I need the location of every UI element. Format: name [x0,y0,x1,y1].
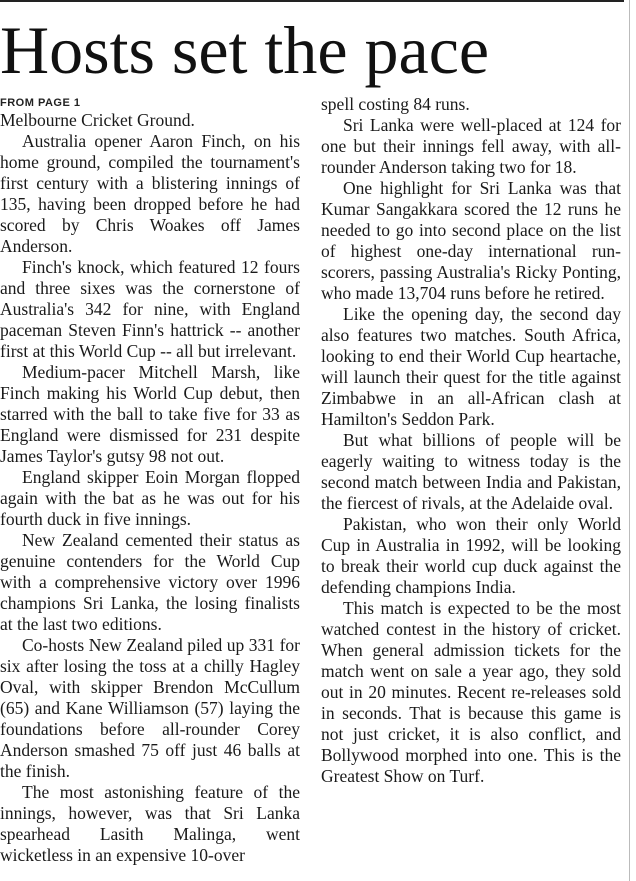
paragraph: Medium-pacer Mitchell Marsh, like Finch making his World Cup debut, then starred with the ball to take five for 33 as England were dismissed for 231 despite James Taylor's gutsy 98 not out. [0,362,300,466]
column-edge-rule [629,0,630,881]
paragraph: This match is expected to be the most watched contest in the history of cricket. When general admission tickets for the match went on sale a year ago, they sold out in 20 minutes. Recent re-releases sold in seconds. That is because this game is not just cricket, it is also conflict, and Bollywood morphed into one. This is the Greatest Show on Turf. [321,598,621,786]
paragraph: But what billions of people will be eagerly waiting to witness today is the second match between India and Pakistan, the fiercest of rivals, at the Adelaide oval. [321,430,621,513]
paragraph: Melbourne Cricket Ground. [0,110,195,130]
paragraph: Australia opener Aaron Finch, on his home ground, compiled the tournament's first century with a blistering innings of 135, having been dropped before he had scored by Chris Woakes off James Anderson. [0,131,300,256]
headline: Hosts set the pace [0,12,490,88]
paragraph: spell costing 84 runs. [321,94,470,114]
right-column [321,94,621,881]
paragraph: Finch's knock, which featured 12 fours and three sixes was the cornerstone of Australia's 342 for nine, with England paceman Steven Finn's hattrick -- another first at this World Cup -- all but irrelevant. [0,257,300,361]
left-column [0,94,300,881]
paragraph: New Zealand cemented their status as genuine contenders for the World Cup with a comprehensive victory over 1996 champions Sri Lanka, the losing finalists at the last two editions. [0,530,300,634]
kicker: FROM PAGE 1 [0,97,81,109]
paragraph: One highlight for Sri Lanka was that Kumar Sangakkara scored the 12 runs he needed to go into second place on the list of highest one-day international run-scorers, passing Australia's Ricky Ponting, who made 13,704 runs before he retired. [321,178,621,303]
paragraph: Like the opening day, the second day also features two matches. South Africa, looking to end their World Cup heartache, will launch their quest for the title against Zimbabwe in an all-African clash at Hamilton's Seddon Park. [321,304,621,429]
paragraph: Sri Lanka were well-placed at 124 for one but their innings fell away, with all-rounder Anderson taking two for 18. [321,115,621,177]
paragraph: Pakistan, who won their only World Cup in Australia in 1992, will be looking to break their world cup duck against the defending champions India. [321,514,621,597]
paragraph: England skipper Eoin Morgan flopped again with the bat as he was out for his fourth duck in five innings. [0,467,300,529]
paragraph: The most astonishing feature of the innings, however, was that Sri Lanka spearhead Lasith Malinga, went wicketless in an expensive 10-over [0,782,300,865]
top-rule [0,0,624,2]
paragraph: Co-hosts New Zealand piled up 331 for six after losing the toss at a chilly Hagley Oval, with skipper Brendon McCullum (65) and Kane Williamson (57) laying the foundations before all-rounder Corey Anderson smashed 75 off just 46 balls at the finish. [0,635,300,781]
